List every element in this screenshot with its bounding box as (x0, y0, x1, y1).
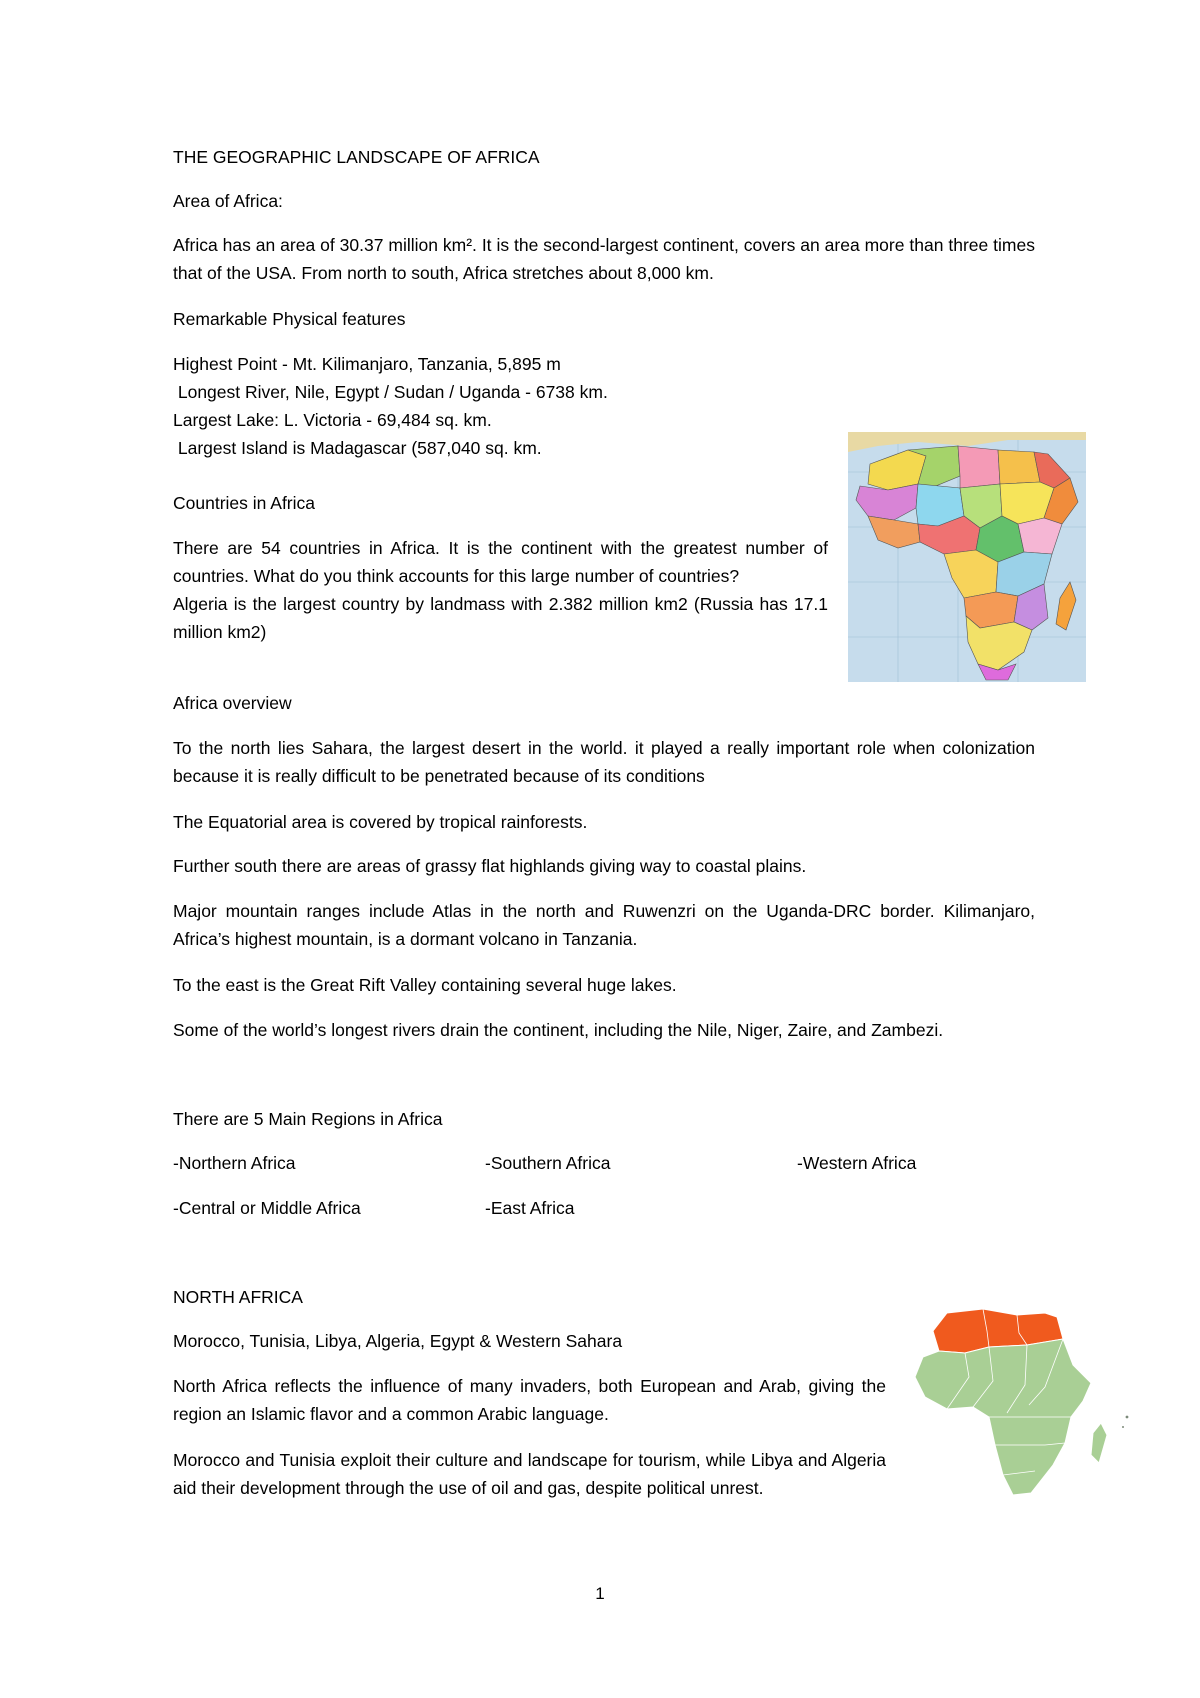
region-item: -Southern Africa (485, 1153, 611, 1173)
north-africa-map-svg (895, 1305, 1135, 1505)
area-paragraph: Africa has an area of 30.37 million km². It is the second-largest continent, covers an area more than three times that of the USA. From north to south, Africa stretches about 8,000 km. (173, 235, 1035, 283)
regions-heading: There are 5 Main Regions in Africa (173, 1109, 443, 1129)
features-heading: Remarkable Physical features (173, 309, 406, 329)
africa-political-map (848, 432, 1086, 682)
north-africa-map (895, 1305, 1135, 1505)
feature-item: Largest Lake: L. Victoria - 69,484 sq. km. (173, 410, 492, 430)
africa-political-map-svg (848, 432, 1086, 682)
page-number: 1 (595, 1584, 605, 1603)
overview-paragraph: Further south there are areas of grassy flat highlands giving way to coastal plains. (173, 856, 807, 876)
region-item: -East Africa (485, 1198, 575, 1218)
overview-paragraph: Major mountain ranges include Atlas in the north and Ruwenzri on the Uganda-DRC border. Kilimanjaro, Africa’s highest mountain, is a dormant volcano in Tanzania. (173, 901, 1035, 949)
overview-paragraph: To the east is the Great Rift Valley containing several huge lakes. (173, 975, 677, 995)
region-item: -Northern Africa (173, 1153, 296, 1173)
feature-item: Largest Island is Madagascar (587,040 sq. km. (173, 438, 542, 458)
document-title: THE GEOGRAPHIC LANDSCAPE OF AFRICA (173, 147, 540, 167)
overview-paragraph: To the north lies Sahara, the largest desert in the world. it played a really important role when colonization because it is really difficult to be penetrated because of its conditions (173, 738, 1035, 786)
region-item: -Western Africa (797, 1153, 917, 1173)
overview-paragraph: Some of the world’s longest rivers drain the continent, including the Nile, Niger, Zaire, and Zambezi. (173, 1020, 944, 1040)
countries-heading: Countries in Africa (173, 493, 316, 513)
overview-heading: Africa overview (173, 693, 292, 713)
north-africa-heading: NORTH AFRICA (173, 1287, 303, 1307)
feature-item: Longest River, Nile, Egypt / Sudan / Uganda - 6738 km. (173, 382, 608, 402)
feature-item: Highest Point - Mt. Kilimanjaro, Tanzania, 5,895 m (173, 354, 561, 374)
north-africa-paragraph: North Africa reflects the influence of many invaders, both European and Arab, giving the region an Islamic flavor and a common Arabic language. (173, 1376, 886, 1424)
north-africa-paragraph: Morocco and Tunisia exploit their culture and landscape for tourism, while Libya and Algeria aid their development through the use of oil and gas, despite political unrest. (173, 1450, 886, 1498)
countries-paragraph: There are 54 countries in Africa. It is the continent with the greatest number of countries. What do you think accounts for this large number of countries? (173, 538, 828, 586)
north-africa-countries: Morocco, Tunisia, Libya, Algeria, Egypt & Western Sahara (173, 1331, 623, 1351)
area-heading: Area of Africa: (173, 191, 283, 211)
countries-paragraph-2: Algeria is the largest country by landmass with 2.382 million km2 (Russia has 17.1 million km2) (173, 594, 828, 642)
overview-paragraph: The Equatorial area is covered by tropical rainforests. (173, 812, 588, 832)
region-item: -Central or Middle Africa (173, 1198, 361, 1218)
